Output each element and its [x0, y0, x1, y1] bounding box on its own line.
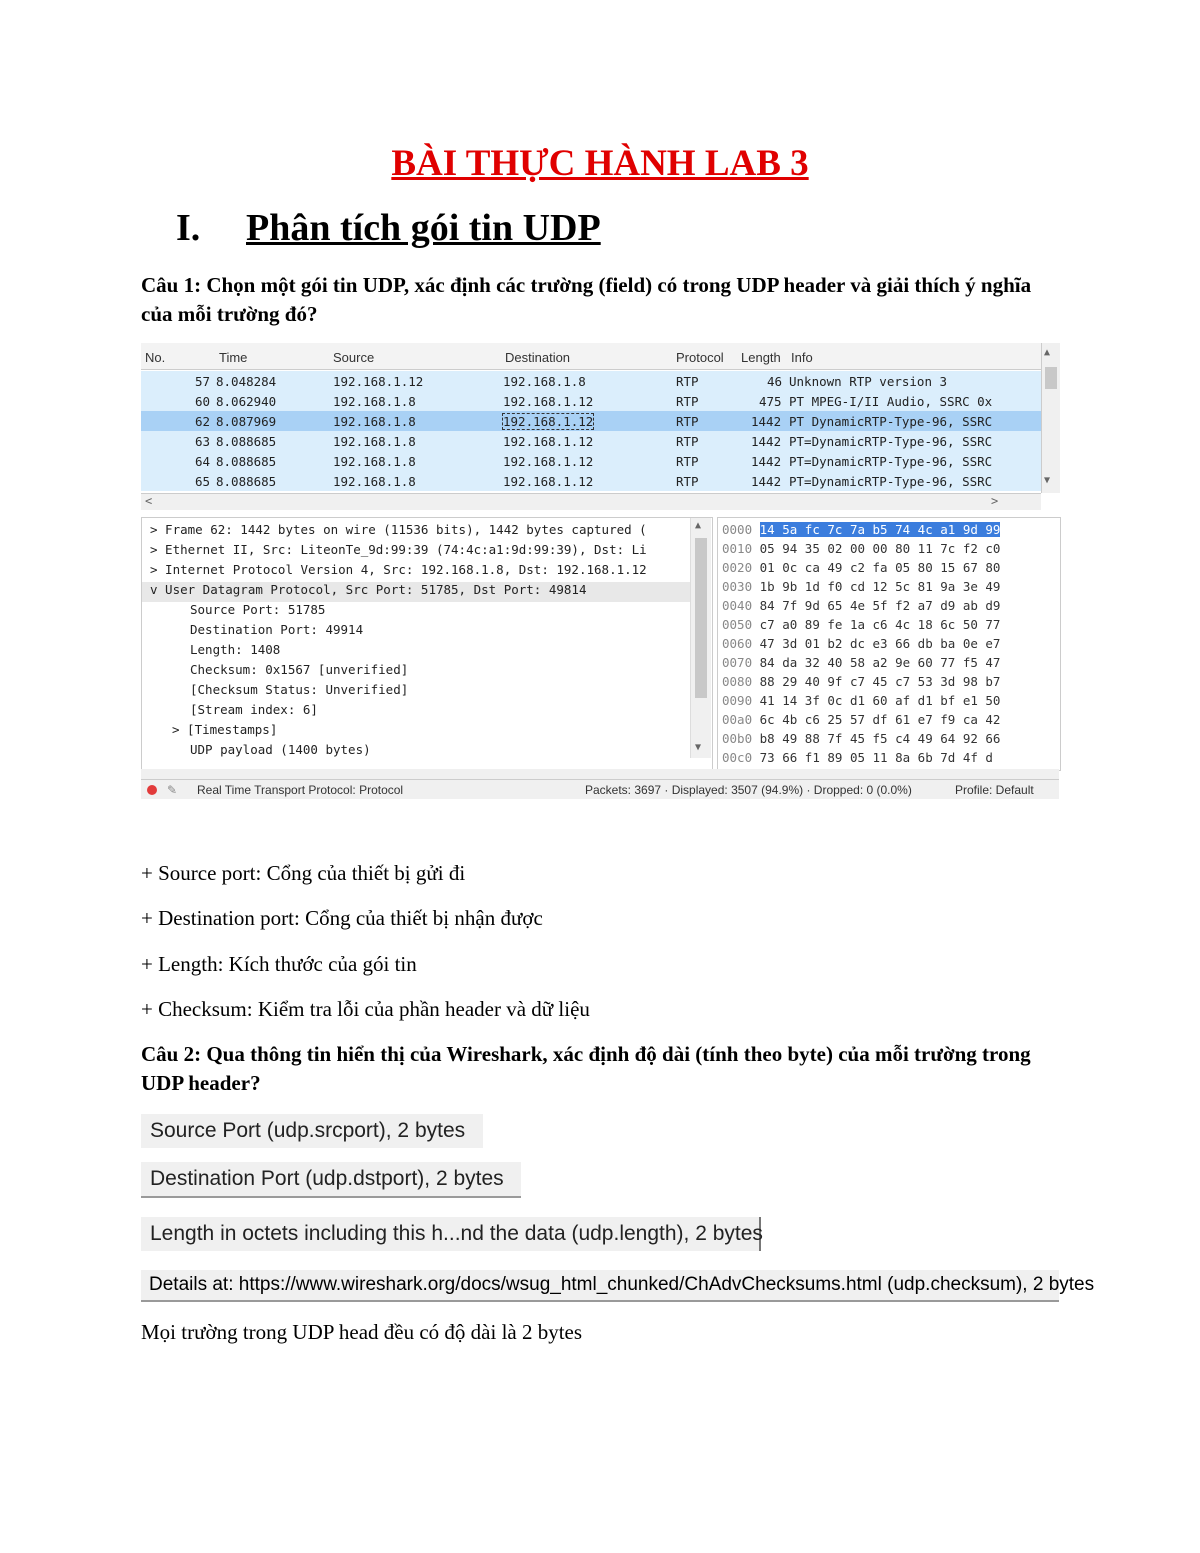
scroll-down-icon: ▼	[1044, 475, 1051, 486]
wireshark-screenshot	[141, 343, 1059, 798]
hex-offset: 0070	[722, 655, 753, 670]
detail-length: Length: 1408	[190, 642, 281, 657]
packet-source: 192.168.1.8	[333, 434, 416, 449]
hex-bytes: c7 a0 89 fe 1a c6 4c 18 6c 50 77	[759, 617, 1001, 632]
detail-udp-payload: UDP payload (1400 bytes)	[190, 742, 371, 757]
detail-checksum-status: [Checksum Status: Unverified]	[190, 682, 409, 697]
hex-row	[722, 655, 1000, 675]
field-destination-port: Destination Port (udp.dstport), 2 bytes	[141, 1162, 521, 1198]
scrollbar-thumb	[1045, 367, 1057, 389]
packet-info: PT=DynamicRTP-Type-96, SSRC	[789, 474, 993, 489]
hex-bytes: 1b 9b 1d f0 cd 12 5c 81 9a 3e 49	[759, 579, 1001, 594]
packet-protocol: RTP	[676, 374, 699, 389]
hex-row	[722, 712, 1000, 732]
scroll-up-icon: ▲	[1044, 347, 1051, 358]
scroll-down-icon: ▼	[695, 742, 702, 753]
detail-checksum: Checksum: 0x1567 [unverified]	[190, 662, 409, 677]
detail-source-port: Source Port: 51785	[190, 602, 326, 617]
packet-info: Unknown RTP version 3	[789, 374, 948, 389]
col-time: Time	[219, 350, 248, 365]
hex-row	[722, 541, 1000, 561]
col-protocol: Protocol	[676, 350, 724, 365]
packet-destination: 192.168.1.12	[503, 454, 594, 469]
packet-time: 8.062940	[216, 394, 277, 409]
detail-ethernet: > Ethernet II, Src: LiteonTe_9d:99:39 (74:4c:a1:9d:99:39), Dst: Li	[150, 542, 647, 557]
packet-time: 8.088685	[216, 434, 277, 449]
hex-offset: 00b0	[722, 731, 753, 746]
scrollbar-thumb	[695, 538, 707, 698]
packet-protocol: RTP	[676, 394, 699, 409]
detail-ip: > Internet Protocol Version 4, Src: 192.168.1.8, Dst: 192.168.1.12	[150, 562, 647, 577]
hex-offset: 00a0	[722, 712, 753, 727]
scroll-left-icon: <	[145, 494, 153, 508]
hex-bytes: 6c 4b c6 25 57 df 61 e7 f9 ca 42	[759, 712, 1001, 727]
section-title: Phân tích gói tin UDP	[246, 207, 601, 249]
hex-bytes: 14 5a fc 7c 7a b5 74 4c a1 9d 99	[759, 522, 1001, 537]
hex-bytes: 01 0c ca 49 c2 fa 05 80 15 67 80	[759, 560, 1001, 575]
packet-bytes-pane	[717, 517, 1061, 771]
hex-offset: 0060	[722, 636, 753, 651]
detail-frame: > Frame 62: 1442 bytes on wire (11536 bits), 1442 bytes captured (	[150, 522, 647, 537]
packet-protocol: RTP	[676, 434, 699, 449]
packet-destination: 192.168.1.12	[503, 434, 594, 449]
packet-protocol: RTP	[676, 454, 699, 469]
field-length: Length in octets including this h...nd the data (udp.length), 2 bytes	[141, 1217, 761, 1251]
hex-bytes: b8 49 88 7f 45 f5 c4 49 64 92 66	[759, 731, 1001, 746]
packet-no: 63	[195, 434, 211, 449]
packet-row	[141, 371, 1041, 391]
hex-bytes: 88 29 40 9f c7 45 c7 53 3d 98 b7	[759, 674, 1001, 689]
hex-bytes: 84 7f 9d 65 4e 5f f2 a7 d9 ab d9	[759, 598, 1001, 613]
packet-row-selected	[141, 411, 1041, 431]
col-source: Source	[333, 350, 375, 365]
packet-list-hscrollbar	[141, 493, 1041, 510]
packet-length: 1442	[751, 434, 782, 449]
packet-details-pane	[141, 517, 713, 771]
packet-destination: 192.168.1.12	[503, 414, 594, 429]
hex-row	[722, 579, 1000, 599]
section-heading	[176, 206, 601, 250]
edit-icon: ✎	[167, 783, 178, 797]
hex-offset: 0000	[722, 522, 753, 537]
summary-text: Mọi trường trong UDP head đều có độ dài là 2 bytes	[141, 1320, 583, 1344]
bullet-checksum: + Checksum: Kiểm tra lỗi của phần header và dữ liệu	[141, 997, 590, 1021]
document-title: BÀI THỰC HÀNH LAB 3	[391, 143, 809, 184]
status-error-icon	[147, 784, 157, 798]
bullet-length: + Length: Kích thước của gói tin	[141, 952, 417, 976]
packet-source: 192.168.1.8	[333, 394, 416, 409]
hex-offset: 0030	[722, 579, 753, 594]
packet-length: 46	[767, 374, 783, 389]
packet-protocol: RTP	[676, 474, 699, 489]
hex-offset: 0010	[722, 541, 753, 556]
packet-source: 192.168.1.8	[333, 414, 416, 429]
field-source-port: Source Port (udp.srcport), 2 bytes	[141, 1114, 483, 1148]
packet-no: 60	[195, 394, 211, 409]
hex-offset: 00c0	[722, 750, 753, 765]
packet-destination: 192.168.1.12	[503, 394, 594, 409]
hex-bytes: 47 3d 01 b2 dc e3 66 db ba 0e e7	[759, 636, 1001, 651]
hex-row	[722, 522, 1000, 542]
hex-row	[722, 731, 1000, 751]
packet-no: 65	[195, 474, 211, 489]
hex-offset: 0080	[722, 674, 753, 689]
question-1: Câu 1: Chọn một gói tin UDP, xác định các trường (field) có trong UDP header và giải thích ý nghĩa của mỗi trường đó?	[141, 273, 1032, 326]
hex-offset: 0020	[722, 560, 753, 575]
packet-length: 475	[759, 394, 782, 409]
packet-list-header	[141, 343, 1041, 370]
hex-offset: 0090	[722, 693, 753, 708]
packet-no: 62	[195, 414, 211, 429]
packet-row	[141, 391, 1041, 411]
scroll-right-icon: >	[991, 494, 999, 508]
lower-hscrollbar	[141, 769, 1059, 779]
status-bar	[141, 779, 1059, 799]
packet-no: 64	[195, 454, 211, 469]
hex-bytes: 41 14 3f 0c d1 60 af d1 bf e1 50	[759, 693, 1001, 708]
packet-source: 192.168.1.12	[333, 374, 424, 389]
hex-bytes: 05 94 35 02 00 00 80 11 7c f2 c0	[759, 541, 1001, 556]
hex-row	[722, 693, 1000, 713]
hex-row	[722, 598, 1000, 618]
packet-time: 8.088685	[216, 474, 277, 489]
bullet-destination-port: + Destination port: Cổng của thiết bị nhận được	[141, 906, 543, 930]
packet-length: 1442	[751, 474, 782, 489]
packet-destination: 192.168.1.8	[503, 374, 586, 389]
col-length: Length	[741, 350, 781, 365]
field-checksum-details: Details at: https://www.wireshark.org/docs/wsug_html_chunked/ChAdvChecksums.html (udp.checksum), 2 bytes	[141, 1270, 1059, 1302]
packet-info: PT MPEG-I/II Audio, SSRC 0x	[789, 394, 993, 409]
hex-row	[722, 617, 1000, 637]
packet-source: 192.168.1.8	[333, 454, 416, 469]
packet-time: 8.088685	[216, 454, 277, 469]
hex-row	[722, 636, 1000, 656]
packet-row	[141, 431, 1041, 451]
detail-stream-index: [Stream index: 6]	[190, 702, 318, 717]
packet-info: PT=DynamicRTP-Type-96, SSRC	[789, 454, 993, 469]
packet-time: 8.087969	[216, 414, 277, 429]
packet-no: 57	[195, 374, 211, 389]
hex-row	[722, 560, 1000, 580]
hex-row	[722, 750, 993, 770]
packet-source: 192.168.1.8	[333, 474, 416, 489]
detail-timestamps: > [Timestamps]	[172, 722, 278, 737]
packet-destination: 192.168.1.12	[503, 474, 594, 489]
status-protocol: Real Time Transport Protocol: Protocol	[197, 783, 404, 797]
hex-bytes: 84 da 32 40 58 a2 9e 60 77 f5 47	[759, 655, 1001, 670]
packet-row	[141, 451, 1041, 471]
col-info: Info	[791, 350, 813, 365]
packet-time: 8.048284	[216, 374, 277, 389]
scroll-up-icon: ▲	[695, 520, 702, 531]
packet-info: PT DynamicRTP-Type-96, SSRC	[789, 414, 993, 429]
col-destination: Destination	[505, 350, 571, 365]
packet-length: 1442	[751, 454, 782, 469]
packet-row	[141, 471, 1041, 491]
section-number: I.	[176, 207, 201, 249]
question-2: Câu 2: Qua thông tin hiển thị của Wireshark, xác định độ dài (tính theo byte) của mỗi trường trong UDP header?	[141, 1042, 1031, 1095]
hex-offset: 0040	[722, 598, 753, 613]
packet-protocol: RTP	[676, 414, 699, 429]
hex-row	[722, 674, 1000, 694]
detail-udp: v User Datagram Protocol, Src Port: 51785, Dst Port: 49814	[142, 582, 702, 602]
hex-offset: 0050	[722, 617, 753, 632]
status-packets: Packets: 3697 · Displayed: 3507 (94.9%) · Dropped: 0 (0.0%)	[585, 783, 912, 797]
packet-info: PT=DynamicRTP-Type-96, SSRC	[789, 434, 993, 449]
bullet-source-port: + Source port: Cổng của thiết bị gửi đi	[141, 861, 466, 885]
details-scrollbar	[690, 518, 711, 758]
detail-destination-port: Destination Port: 49914	[190, 622, 364, 637]
col-no: No.	[145, 350, 166, 365]
packet-length: 1442	[751, 414, 782, 429]
hex-bytes: 73 66 f1 89 05 11 8a 6b 7d 4f d	[759, 750, 993, 765]
packet-list-scrollbar	[1041, 343, 1060, 493]
status-profile: Profile: Default	[955, 783, 1034, 797]
